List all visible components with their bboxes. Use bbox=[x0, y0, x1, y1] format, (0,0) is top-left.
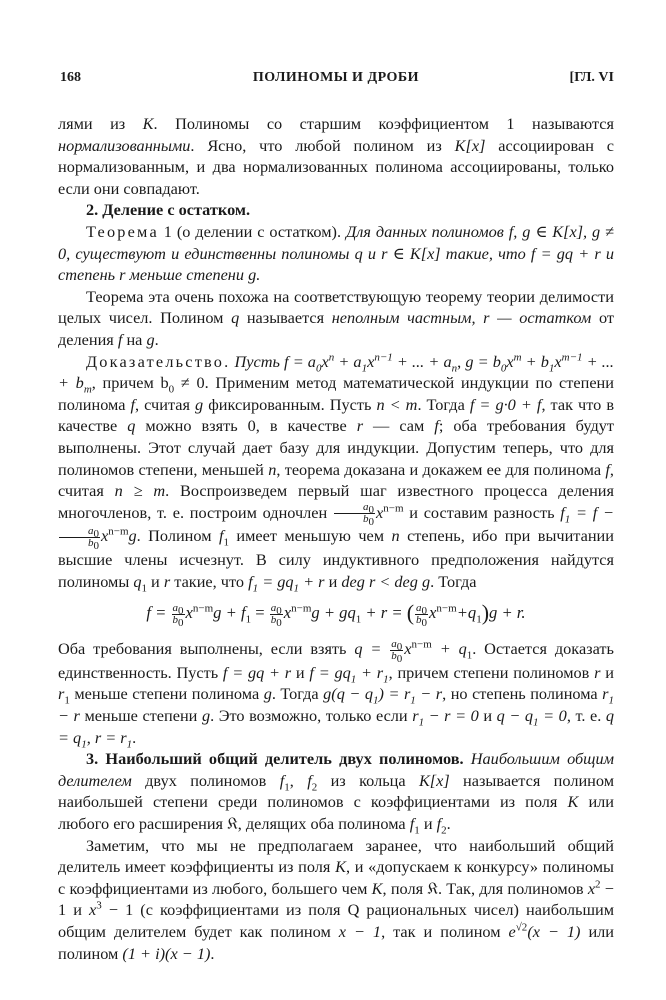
running-title: ПОЛИНОМЫ И ДРОБИ bbox=[252, 70, 420, 85]
paragraph-uniqueness: Оба требования выполнены, если взять q = $\frac{a_0}{b_0}$ $x^{n-m} + q_1$. Остается доказать единственность. Пусть f = gq + r и $f = gq_1 + r_1$, причем степени полиномов r и $r_1$ меньше степени полинома g. Тогда $g(q - q_1) = r_1 - r$, но степень полинома $r_1 - r$ меньше степени g. Это возможно, только если $r_1 - r = 0$ и $q - q_1 = 0$, т. е. $q = q_1$, $r = r_1$. bbox=[58, 637, 615, 750]
fraction-a0-b0: $\frac{a_0}{b_0}$ bbox=[172, 602, 184, 630]
fraction-a0-b0: $\frac{a_0}{b_0}$ bbox=[334, 502, 375, 525]
page-body bbox=[58, 113, 614, 964]
fraction-a0-b0: $\frac{a_0}{b_0}$ bbox=[391, 637, 403, 666]
fraction-a0-b0: $\frac{a_0}{b_0}$ bbox=[270, 602, 282, 630]
fraction-a0-b0: $\frac{a_0}{b_0}$ bbox=[416, 602, 428, 630]
chapter-label: [ГЛ. VI bbox=[569, 70, 614, 85]
theorem-1: Теорема 1 (о делении с остатком). Для данных полиномов f, g ∈ K[x], g ≠ 0, существуют и единственны полиномы q и r ∈ K[x] такие, что f = gq + r и степень r меньше степени g. bbox=[58, 221, 614, 285]
paragraph-terminology: Теорема эта очень похожа на соответствующую теорему теории делимости целых чисел. Полином q называется неполным частным, r — остатком от деления f на g. bbox=[58, 286, 614, 349]
paragraph-gcd-remark: Заметим, что мы не предполагаем заранее, что наибольший общий делитель имеет коэффициенты из поля K, и «допускаем к конкурсу» полиномы с коэффициентами из любого, большего чем K, поля 𝔎. Так, для полиномов $x^2 - 1$ и $x^3 - 1$ (с коэффициентами из поля Q рациональных чисел) наибольшим общим делителем будет как полином x − 1, так и полином $e^{√2}(x - 1)$ или полином (1 + i)(x − 1). bbox=[58, 835, 615, 963]
fraction-a0-b0: $\frac{a_0}{b_0}$ bbox=[59, 526, 100, 549]
paragraph-normalized: лями из K. Полиномы со старшим коэффициентом 1 называются нормализованными. Ясно, что любой полином из K[x] ассоциирован с нормализованным, и два нормализованных полинома ассоциированы, только если они совпадают. bbox=[58, 114, 614, 198]
page-number: 168 bbox=[60, 70, 81, 85]
section-3-gcd: 3. Наибольший общий делитель двух полиномов. Наибольшим общим делителем двух полиномов $f_1$, $f_2$ из кольца K[x] называется полином наибольшей степени среди полиномов с коэффициентами из поля K или любого его расширения 𝔎, делящих оба полинома $f_1$ и $f_2$. bbox=[58, 749, 615, 837]
proof-paragraph: Доказательство. Пусть $f = a_0x^n + a_1x^{n-1}$ + ... + $a_n$, $g = b_0x^m + b_1x^{m-1}$ + ... + $b_m$, причем $b_0 \ne 0$. Применим метод математической индукции по степени полинома f, считая g фиксированным. Пусть n < m. Тогда f = g·0 + f, так что в качестве q можно взять 0, в качестве r — сам f; оба требования будут выполнены. Этот случай дает базу для индукции. Допустим теперь, что для полиномов степени, меньшей n, теорема доказана и докажем ее для полинома f, считая n ≥ m. Воспроизведем первый шаг известного процесса деления многочленов, т. е. построим одночлен $\frac{a_0}{b_0}$ $x^{n-m}$ и составим разность $f_1 = f$ − $\frac{a_0}{b_0}$ $x^{n-m}g$. Полином $f_1$ имеет меньшую чем n степень, ибо при вычитании высшие члены исчезнут. В силу индуктивного предположения найдутся полиномы $q_1$ и r такие, что $f_1 = gq_1 + r$ и deg r < deg g. Тогда bbox=[58, 351, 615, 595]
section-heading-2: 2. Деление с остатком. bbox=[86, 200, 251, 220]
display-formula: f = $\frac{a_0}{b_0}$ $x^{n-m}g + f_1$ = $\frac{a_0}{b_0}$ $x^{n-m}g + gq_1 + r$ = ( $\frac{a_0}{b_0}$ $x^{n-m}+q_1)g + r$. bbox=[146, 600, 526, 630]
page-header bbox=[58, 70, 614, 92]
